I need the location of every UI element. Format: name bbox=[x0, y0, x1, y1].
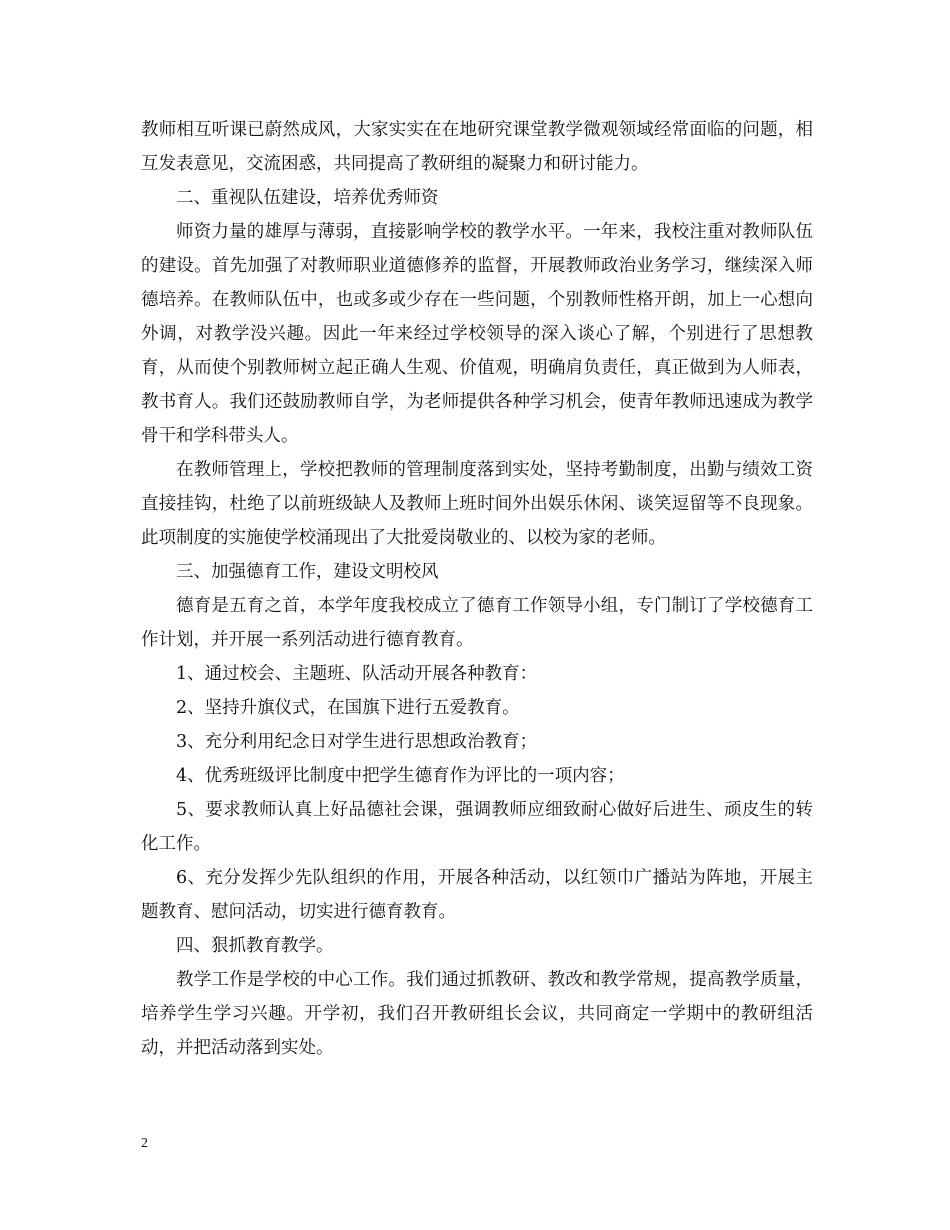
paragraph: 在教师管理上，学校把教师的管理制度落到实处，坚持考勤制度，出勤与绩效工资直接挂钩，杜绝了以前班级缺人及教师上班时间外出娱乐休闲、谈笑逗留等不良现象。此项制度的实施使学校涌现出了大批爱岗敬业的、以校为家的老师。 bbox=[141, 460, 813, 548]
section-heading: 四、狠抓教育教学。 bbox=[176, 936, 334, 956]
paragraph: 教师相互听课已蔚然成风，大家实实在在地研究课堂教学微观领域经常面临的问题，相互发表意见，交流困惑，共同提高了教研组的凝聚力和研讨能力。 bbox=[141, 120, 813, 174]
list-item: 2、坚持升旗仪式，在国旗下进行五爱教育。 bbox=[176, 698, 520, 718]
paragraph: 师资力量的雄厚与薄弱，直接影响学校的教学水平。一年来，我校注重对教师队伍的建设。首先加强了对教师职业道德修养的监督，开展教师政治业务学习，继续深入师德培养。在教师队伍中，也或多或少存在一些问题，个别教师性格开朗，加上一心想向外调，对教学没兴趣。因此一年来经过学校领导的深入谈心了解，个别进行了思想教育，从而使个别教师树立起正确人生观、价值观，明确肩负责任，真正做到为人师表，教书育人。我们还鼓励教师自学，为老师提供各种学习机会，使青年教师迅速成为教学骨干和学科带头人。 bbox=[141, 222, 813, 446]
list-item: 4、优秀班级评比制度中把学生德育作为评比的一项内容； bbox=[176, 766, 625, 786]
list-item: 6、充分发挥少先队组织的作用，开展各种活动，以红领巾广播站为阵地，开展主题教育、慰问活动，切实进行德育教育。 bbox=[141, 868, 813, 922]
section-heading: 二、重视队伍建设，培养优秀师资 bbox=[176, 188, 439, 208]
list-item: 1、通过校会、主题班、队活动开展各种教育： bbox=[176, 664, 538, 684]
list-item: 5、要求教师认真上好品德社会课，强调教师应细致耐心做好后进生、顽皮生的转化工作。 bbox=[141, 800, 813, 854]
section-heading: 三、加强德育工作，建设文明校风 bbox=[176, 562, 439, 582]
paragraph: 教学工作是学校的中心工作。我们通过抓教研、教改和教学常规，提高教学质量，培养学生学习兴趣。开学初，我们召开教研组长会议，共同商定一学期中的教研组活动，并把活动落到实处。 bbox=[141, 970, 813, 1058]
paragraph: 德育是五育之首，本学年度我校成立了德育工作领导小组，专门制订了学校德育工作计划，并开展一系列活动进行德育教育。 bbox=[141, 596, 813, 650]
list-item: 3、充分利用纪念日对学生进行思想政治教育； bbox=[176, 732, 538, 752]
document-body bbox=[141, 113, 813, 1065]
page-number: 2 bbox=[141, 1136, 148, 1151]
